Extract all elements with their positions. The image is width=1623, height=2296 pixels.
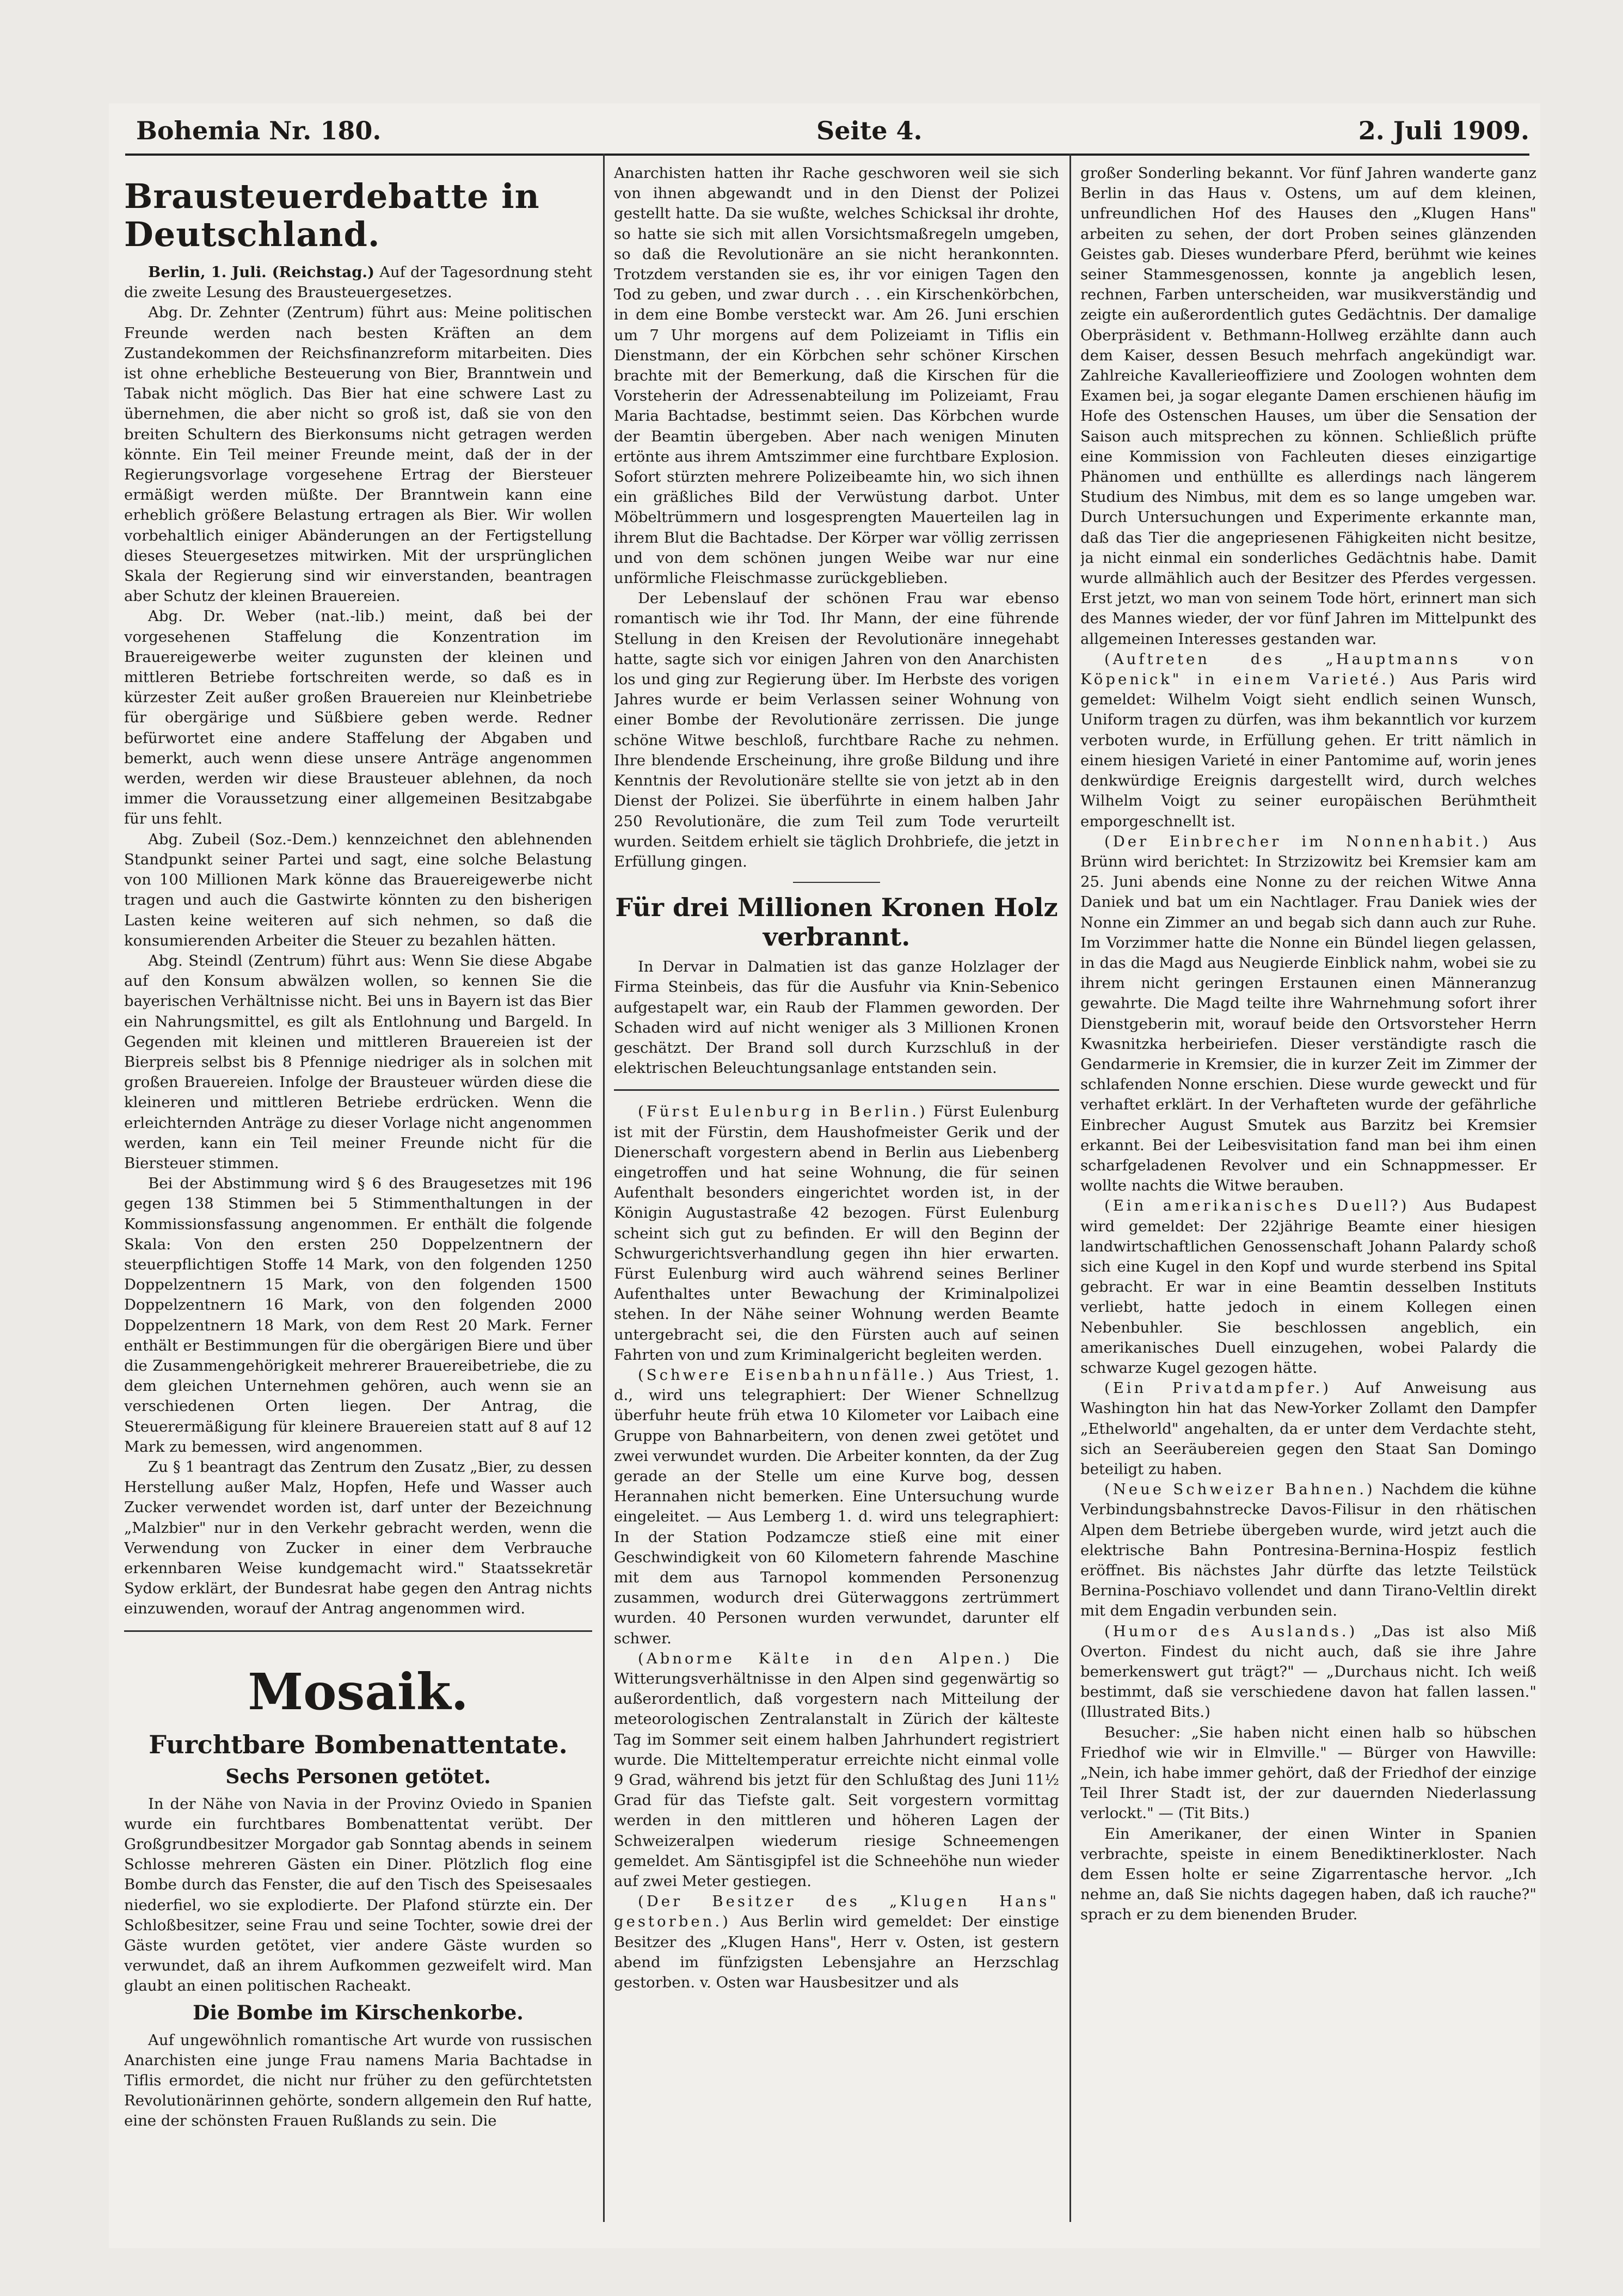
dateline: Berlin, 1. Juli. (Reichstag.) — [148, 263, 375, 281]
column-3 — [1080, 163, 1536, 2210]
paragraph: Abg. Dr. Zehnter (Zentrum) führt aus: Meine politischen Freunde werden nach besten Kräften an dem Zustandekommen der Reichsfinanzreform mitarbeiten. Dies ist ohne erhebliche Besteuerung von Bier, Branntwein und Tabak nicht möglich. Das Bier hat eine schwere Last zu übernehmen, die aber nicht so groß ist, daß sie von den breiten Schultern des Bierkonsums nicht getragen werden könnte. Ein Teil meiner Freunde meint, daß der in der Regierungsvorlage vorgesehene Ertrag der Biersteuer ermäßigt werden müßte. Der Branntwein kann eine erheblich größere Belastung ertragen als Bier. Wir wollen vorbehaltlich einiger Abänderungen an der Fertigstellung dieses Steuergesetzes mitwirken. Mit der ursprünglichen Skala der Regierung sind wir einverstanden, beantragen aber Schutz der kleinen Brauereien. — [124, 304, 592, 605]
news-heading: (Auftreten des „Hauptmanns von Köpenick" in einem Varieté.) — [1080, 650, 1536, 689]
paragraph: Nachdem die kühne Verbindungsbahnstrecke Davos-Filisur in den rhätischen Alpen dem Betriebe übergeben wurde, wird jetzt auch die elektrische Bahn Pontresina-Bernina-Hospiz festlich eröffnet. Bis nächstes Jahr dürfte das letzte Teilstück Bernina-Poschiavo vollendet und dann Tirano-Veltlin direkt mit dem Engadin verbunden sein. — [1080, 1481, 1536, 1620]
divider — [793, 882, 880, 883]
news-heading: (Fürst Eulenburg in Berlin.) — [638, 1103, 928, 1121]
page-number: Seite 4. — [816, 116, 923, 145]
news-heading: (Neue Schweizer Bahnen.) — [1104, 1481, 1375, 1499]
paragraph: Ein Amerikaner, der einen Winter in Spanien verbrachte, speiste in einem Benediktinerkloster. Nach dem Essen holte er seine Zigarrentasche hervor. „Ich nehme an, daß Sie nichts dagegen haben, daß ich rauche?" sprach er zu dem bienenden Bruder. — [1080, 1825, 1536, 1924]
section-divider — [614, 1089, 1059, 1091]
paragraph: Auf Anweisung aus Washington hin hat das New-Yorker Zollamt den Dampfer „Ethelworld" angehalten, da er unter dem Verdachte steht, sich an Seeräubereien gegen den Staat San Domingo beteiligt zu haben. — [1080, 1379, 1536, 1478]
paragraph: Aus Budapest wird gemeldet: Der 22jährige Beamte einer hiesigen landwirtschaftlichen Genossenschaft Johann Palardy schoß sich eine Kugel in den Kopf und wurde sterbend ins Spital gebracht. Er war in eine Beamtin desselben Instituts verliebt, hatte jedoch in einem Kollegen einen Nebenbuhler. Sie beschlossen angeblich, ein amerikanisches Duell einzugehen, wobei Palardy die schwarze Kugel gezogen hätte. — [1080, 1197, 1536, 1377]
paragraph: Zu § 1 beantragt das Zentrum den Zusatz „Bier, zu dessen Herstellung außer Malz, Hopfen, Hefe und Wasser auch Zucker verwendet worden ist, darf unter der Bezeichnung „Malzbier" nur in den Verkehr gebracht werden, wenn die Verwendung von Zucker in einer dem Verbrauche erkennbaren Weise kundgemacht wird." Staatssekretär Sydow erklärt, der Bundesrat habe gegen den Antrag nichts einzuwenden, worauf der Antrag angenommen wird. — [124, 1458, 592, 1618]
paragraph: großer Sonderling bekannt. Vor fünf Jahren wanderte ganz Berlin in das Haus v. Ostens, um auf dem kleinen, unfreundlichen Hof des Hauses den „Klugen Hans" arbeiten zu sehen, der dort Proben seines glänzenden Geistes gab. Dieses wunderbare Pferd, berühmt wie keines seiner Stammesgenossen, konnte ja angeblich lesen, rechnen, Farben unterscheiden, war musikverständig und zeigte ein außerordentlich gutes Gedächtnis. Der damalige Oberpräsident v. Bethmann-Hollweg erzählte dann auch dem Kaiser, dessen Besuch mehrfach angekündigt war. Zahlreiche Kavallerieoffiziere und Zoologen wohnten dem Examen bei, ja sogar elegante Damen erschienen häufig im Hofe des Ostenschen Hauses, um über die Sensation der Saison auch mitsprechen zu können. Schließlich prüfte eine Kommission von Fachleuten dieses einzigartige Phänomen und enthüllte es allerdings nach längerem Studium des Nimbus, mit dem es so lange umgeben war. Durch Untersuchungen und Experimente erkannte man, daß das Tier die angepriesenen Fähigkeiten nicht besitze, ja nicht einmal ein sonderliches Gedächtnis habe. Damit wurde allmählich auch der Besitzer des Pferdes vergessen. Erst jetzt, wo man von seinem Tode hört, erinnert man sich des Mannes wieder, der vor fünf Jahren im Mittelpunkt des allgemeinen Interesses gestanden war. — [1080, 164, 1536, 648]
column-rule — [1069, 154, 1071, 2222]
header-rule — [125, 154, 1529, 156]
paragraph: Aus Berlin wird gemeldet: Der einstige Besitzer des „Klugen Hans", Herr v. Osten, ist gestern abend im fünfzigsten Lebensjahre an Herzschlag gestorben. v. Osten war Hausbesitzer und als — [614, 1913, 1059, 1992]
section-title: Mosaik. — [248, 1662, 469, 1721]
news-heading: (Schwere Eisenbahnunfälle.) — [638, 1366, 936, 1384]
page-header — [114, 112, 1529, 150]
article-title: Die Bombe im Kirschenkorbe. — [193, 2001, 524, 2024]
paragraph: Auf der Tagesordnung steht die zweite Lesung des Brausteuergesetzes. — [124, 263, 592, 302]
paragraph: Abg. Zubeil (Soz.-Dem.) kennzeichnet den ablehnenden Standpunkt seiner Partei und sagt, eine solche Belastung von 100 Millionen Mark könne das Brauereigewerbe nicht tragen und auch die Gastwirte könnten zu den bisherigen Lasten keine weiteren auf sich nehmen, so daß die konsumierenden Arbeiter die Steuer zu bezahlen hätten. — [124, 830, 592, 949]
paragraph: Der Lebenslauf der schönen Frau war ebenso romantisch wie ihr Tod. Ihr Mann, der eine führende Stellung in den Kreisen der Revolutionäre innegehabt hatte, sagte sich vor einigen Jahren von den Anarchisten los und ging zur Regierung über. Im Herbste des vorigen Jahres wurde er beim Verlassen seiner Wohnung von einer Bombe der Revolutionäre zerrissen. Die junge schöne Witwe beschloß, furchtbare Rache zu nehmen. Ihre blendende Erscheinung, ihre große Bildung und ihre Kenntnis der Revolutionäre stellte sie von jetzt ab in den Dienst der Polizei. Sie überführte in einem halben Jahr 250 Revolutionäre, die zum Teil zum Tode verurteilt wurden. Seitdem erhielt sie täglich Drohbriefe, die jetzt in Erfüllung gingen. — [614, 590, 1059, 870]
news-heading: (Ein amerikanisches Duell?) — [1104, 1197, 1410, 1215]
news-heading: (Der Besitzer des „Klugen Hans" gestorben.) — [614, 1893, 1059, 1931]
news-heading: (Ein Privatdampfer.) — [1104, 1379, 1332, 1397]
article-title: Furchtbare Bombenattentate. — [149, 1729, 568, 1759]
paragraph: Aus Paris wird gemeldet: Wilhelm Voigt sieht endlich seinen Wunsch, Uniform tragen zu dürfen, was ihm bekanntlich vor kurzem verboten wurde, in Erfüllung gehen. Er tritt nämlich in einem hiesigen Varieté in einer Pantomime auf, worin jenes denkwürdige Ereignis dargestellt wird, durch welches Wilhelm Voigt zu seiner europäischen Berühmtheit emporgeschnellt ist. — [1080, 671, 1536, 830]
column-2 — [614, 163, 1059, 2210]
issue-date: 2. Juli 1909. — [1358, 116, 1529, 145]
column-1 — [124, 163, 592, 2210]
paragraph: Bei der Abstimmung wird § 6 des Braugesetzes mit 196 gegen 138 Stimmen bei 5 Stimmenthaltungen in der Kommissionsfassung angenommen. Er enthält die folgende Skala: Von den ersten 250 Doppelzentnern der steuerpflichtigen Stoffe 14 Mark, von den folgenden 1250 Doppelzentnern 15 Mark, von den folgenden 1500 Doppelzentnern 16 Mark, von den folgenden 2000 Doppelzentnern 18 Mark, von dem Rest 20 Mark. Ferner enthält er Bestimmungen für die obergärigen Biere und über die Zusammengehörigkeit mehrerer Brauereibetriebe, die zu dem gleichen Unternehmen gehören, auch wenn sie an verschiedenen Orten liegen. Der Antrag, die Steuerermäßigung für kleinere Brauereien statt auf 8 auf 12 Mark zu bemessen, wird angenommen. — [124, 1175, 592, 1456]
paragraph: Abg. Dr. Weber (nat.-lib.) meint, daß bei der vorgesehenen Staffelung die Konzentration im Brauereigewerbe weiter zugunsten der kleinen und mittleren Betriebe fortschreiten werde, so daß es in kürzester Zeit außer großen Brauereien nur Kleinbetriebe für obergärige und Süßbiere geben werde. Redner befürwortet eine andere Staffelung der Abgaben und bemerkt, auch wenn diese unsere Anträge angenommen werden, werden wir diese Brausteuer ablehnen, da noch immer die Voraussetzung einer allgemeinen Besitzabgabe für uns fehlt. — [124, 607, 592, 828]
section-divider — [124, 1630, 592, 1632]
news-heading: (Humor des Auslands.) — [1104, 1622, 1358, 1640]
paragraph: Auf ungewöhnlich romantische Art wurde von russischen Anarchisten eine junge Frau namens Maria Bachtadse in Tiflis ermordet, die nicht nur früher zu den gefürchtetsten Revolutionärinnen gehörte, sondern allgemein den Ruf hatte, eine der schönsten Frauen Rußlands zu sein. Die — [124, 2031, 592, 2130]
article-subtitle: Sechs Personen getötet. — [225, 1765, 491, 1788]
news-heading: (Der Einbrecher im Nonnenhabit.) — [1104, 832, 1491, 850]
masthead-issue: Bohemia Nr. 180. — [136, 116, 382, 145]
paragraph: Fürst Eulenburg ist mit der Fürstin, dem Haushofmeister Gerik und der Dienerschaft vorgestern abend in Berlin aus Liebenberg eingetroffen und hat seine Wohnung, die für seinen Aufenthalt besonders eingerichtet worden ist, in der Königin Augustastraße 42 bezogen. Fürst Eulenburg scheint sich gut zu befinden. Er will den Beginn der Schwurgerichtsverhandlung gegen ihn hier erwarten. Fürst Eulenburg wird auch während seines Berliner Aufenthaltes unter Bewachung der Kriminalpolizei stehen. In der Nähe seiner Wohnung werden Beamte untergebracht sei, die den Fürsten auch auf seinen Fahrten von und zum Kriminalgericht begleiten werden. — [614, 1103, 1059, 1364]
paragraph: Aus Brünn wird berichtet: In Strzizowitz bei Kremsier kam am 25. Juni abends eine Nonne zu der reichen Witwe Anna Daniek und bat um ein Nachtlager. Frau Daniek wies der Nonne ein Zimmer an und begab sich dann auch zur Ruhe. Im Vorzimmer hatte die Nonne ein Bündel liegen gelassen, in das die Magd aus Neugierde Einblick nahm, wobei sie zu ihrem nicht geringen Erstaunen einen Männeranzug gewahrte. Die Magd teilte ihre Wahrnehmung sofort ihrer Dienstgeberin mit, worauf beide den Ortsvorsteher Herrn Kwasnitzka herbeiriefen. Dieser verständigte rasch die Gendarmerie in Kremsier, die in kurzer Zeit im Zimmer der schlafenden Nonne erschien. Diese wurde geweckt und für verhaftet erklärt. In der Verhafteten wurde der gefährliche Einbrecher August Smutek aus Barzitz bei Kremsier erkannt. Bei der Leibesvisitation fand man bei ihm einen scharfgeladenen Revolver und ein Schnappmesser. Er wollte nachts die Witwe berauben. — [1080, 832, 1536, 1195]
column-rule — [603, 154, 605, 2222]
paragraph: „Das ist also Miß Overton. Findest du nicht auch, daß sie ihre Jahre bemerkenswert gut trägt?" — „Durchaus nicht. Ich weiß bestimmt, daß sie verschiedene davon hat fallen lassen." (Illustrated Bits.) — [1080, 1622, 1536, 1721]
paragraph: Anarchisten hatten ihr Rache geschworen weil sie sich von ihnen abgewandt und in den Dienst der Polizei gestellt hatte. Da sie wußte, welches Schicksal ihr drohte, so hatte sie sich mit allen Vorsichtsmaßregeln umgeben, so daß die Revolutionäre an sie nicht herankonnten. Trotzdem verstanden sie es, ihr vor einigen Tagen den Tod zu geben, und zwar durch . . . ein Kirschenkörbchen, in dem eine Bombe versteckt war. Am 26. Juni erschien um 7 Uhr morgens auf dem Polizeiamt in Tiflis ein Dienstmann, der ein Körbchen sehr schöner Kirschen brachte mit der Bemerkung, daß die Kirschen für die Vorsteherin der Adressenabteilung im Polizeiamt, Frau Maria Bachtadse, bestimmt seien. Das Körbchen wurde der Beamtin übergeben. Aber nach wenigen Minuten ertönte aus ihrem Amtszimmer eine furchtbare Explosion. Sofort stürzten mehrere Polizeibeamte hin, wo sich ihnen ein gräßliches Bild der Verwüstung darbot. Unter Möbeltrümmern und losgesprengten Mauerteilen lag in ihrem Blut die Bachtadse. Der Körper war völlig zerrissen und von dem schönen jungen Weibe war nur eine unförmliche Fleischmasse zurückgeblieben. — [614, 164, 1059, 587]
paragraph: Besucher: „Sie haben nicht einen halb so hübschen Friedhof wie wir in Elmville." — Bürger von Hawville: „Nein, ich habe immer gehört, daß der Friedhof der einzige Teil Ihrer Stadt ist, der zur dauernden Niederlassung verlockt." — (Tit Bits.) — [1080, 1723, 1536, 1822]
paragraph: Aus Triest, 1. d., wird uns telegraphiert: Der Wiener Schnellzug überfuhr heute früh etwa 10 Kilometer vor Laibach eine Gruppe von Bahnarbeitern, von denen zwei getötet und zwei verwundet wurden. Die Arbeiter konnten, da der Zug gerade an der Stelle um eine Kurve bog, dessen Herannahen nicht bemerken. Eine Untersuchung wurde eingeleitet. — Aus Lemberg 1. d. wird uns telegraphiert: In der Station Podzamcze stieß eine mit einer Geschwindigkeit von 60 Kilometern fahrende Maschine mit dem aus Tarnopol kommenden Personenzug zusammen, wodurch drei Güterwaggons zertrümmert wurden. 40 Personen wurden verwundet, darunter elf schwer. — [614, 1366, 1059, 1647]
paragraph: Die Witterungsverhältnisse in den Alpen sind gegenwärtig so außerordentlich, daß vorgestern nach Mitteilung der meteorologischen Zentralanstalt in Zürich der kälteste Tag im Sommer seit einem halben Jahrhundert registriert wurde. Die Mitteltemperatur erreichte nicht einmal volle 9 Grad, während bis jetzt für den Schlußtag des Juni 11½ Grad für das Tiefste galt. Seit vorgestern vormittag werden in den mittleren und höheren Lagen der Schweizeralpen wiederum riesige Schneemengen gemeldet. Am Säntisgipfel ist die Schneehöhe nun wieder auf zwei Meter gestiegen. — [614, 1649, 1059, 1890]
news-heading: (Abnorme Kälte in den Alpen.) — [638, 1649, 1013, 1667]
paragraph: Abg. Steindl (Zentrum) führt aus: Wenn Sie diese Abgabe auf den Konsum abwälzen wollen, so kennen Sie die bayerischen Verhältnisse nicht. Bei uns in Bayern ist das Bier ein Nahrungsmittel, es gilt als Entlohnung und Bargeld. In Gegenden mit kleinen und mittleren Brauereien ist der Bierpreis selbst bis 8 Pfennige niedriger als in solchen mit großen Brauereien. Infolge der Brausteuer würden diese die kleineren und mittleren Betriebe erdrücken. Wenn die erleichternden Anträge zu dieser Vorlage nicht angenommen werden, kann ein Teil meiner Freunde nicht für die Biersteuer stimmen. — [124, 951, 592, 1172]
article-title: Brausteuerdebatte in Deutschland. — [124, 176, 540, 254]
article-title: Für drei Millionen Kronen Holz verbrannt. — [615, 893, 1058, 952]
paragraph: In Dervar in Dalmatien ist das ganze Holzlager der Firma Steinbeis, das für die Ausfuhr via Knin-Sebenico aufgestapelt war, ein Raub der Flammen geworden. Der Schaden wird auf nicht weniger als 3 Millionen Kronen geschätzt. Der Brand soll durch Kurzschluß in der elektrischen Beleuchtungsanlage entstanden sein. — [614, 958, 1059, 1077]
paragraph: In der Nähe von Navia in der Provinz Oviedo in Spanien wurde ein furchtbares Bombenattentat verübt. Der Großgrundbesitzer Morgador gab Sonntag abends in seinem Schlosse mehreren Gästen ein Diner. Plötzlich flog eine Bombe durch das Fenster, die auf den Tisch des Speisesaales niederfiel, wo sie explodierte. Der Plafond stürzte ein. Der Schloßbesitzer, seine Frau und seine Tochter, sowie drei der Gäste wurden getötet, vier andere Gäste wurden so verwundet, daß an ihrem Aufkommen gezweifelt wird. Man glaubt an einen politischen Racheakt. — [124, 1795, 592, 1995]
